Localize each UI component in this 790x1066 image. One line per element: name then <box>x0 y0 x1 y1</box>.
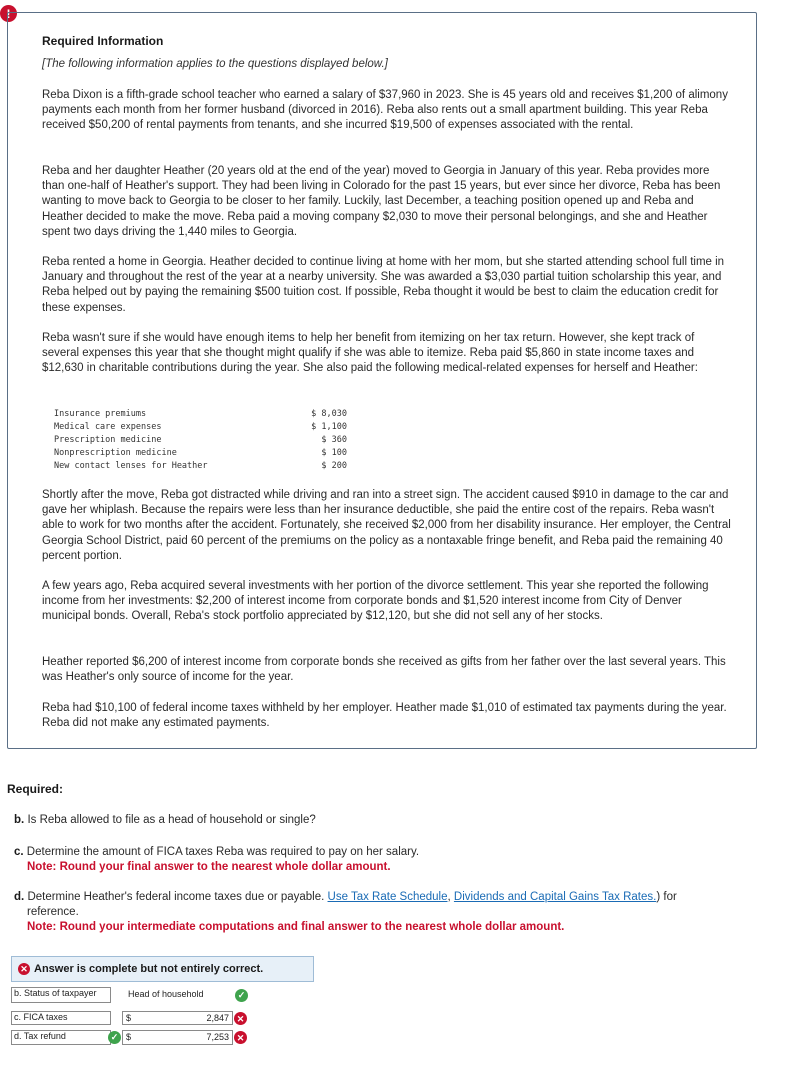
currency-symbol: $ <box>126 1013 132 1023</box>
tax-rate-schedule-link[interactable]: Use Tax Rate Schedule <box>327 891 448 903</box>
expense-amount: $ 1,100 <box>311 422 347 432</box>
paragraph-4: Reba wasn't sure if she would have enough items to help her benefit from itemizing on her tax return. However, she kept track of several expenses this year that she thought might qualify if she was able to itemize. Reba paid $5,860 in state income taxes and $12,630 in charitable contributions during the year. She also paid the following medical-related expenses for herself and Heather: <box>42 332 698 375</box>
expense-label: Nonprescription medicine <box>54 448 177 458</box>
expense-amount: $ 8,030 <box>311 409 347 419</box>
required-heading: Required: <box>7 782 64 796</box>
question-note: Note: Round your intermediate computations and final answer to the nearest whole dollar amount. <box>27 921 565 933</box>
info-intro: [The following information applies to the questions displayed below.] <box>42 58 388 70</box>
x-circle-icon: ✕ <box>234 1012 247 1025</box>
expense-label: Medical care expenses <box>54 422 162 432</box>
tax-refund-value: 7,253 <box>206 1032 229 1042</box>
x-circle-icon: ✕ <box>18 963 30 975</box>
answer-status-banner <box>11 956 314 982</box>
expense-label: Insurance premiums <box>54 409 147 419</box>
info-title: Required Information <box>42 34 164 48</box>
paragraph-5: Shortly after the move, Reba got distracted while driving and ran into a street sign. The accident caused $910 in damage to the car and gave her whiplash. Because the repairs were less than her insurance deductible, she paid the entire cost of the repairs. Reba wasn't able to work for two months after the accident. Fortunately, she received $2,000 from her disability insurance. Her employer, the Central Georgia School District, paid 60 percent of the premiums on the policy as a nontaxable fringe benefit, and Reba paid the remaining 40 percent portion. <box>42 489 731 562</box>
question-text: Determine the amount of FICA taxes Reba was required to pay on her salary. <box>26 846 420 858</box>
question-text-tail: for <box>660 891 677 903</box>
filing-status-select[interactable]: Head of household <box>122 987 234 1003</box>
tax-refund-input[interactable] <box>122 1030 233 1045</box>
question-text-reference: reference. <box>27 906 79 918</box>
question-letter: d. <box>14 891 25 903</box>
question-text: Determine Heather's federal income taxes due or payable. <box>27 891 325 903</box>
question-note: Note: Round your final answer to the nearest whole dollar amount. <box>27 861 391 873</box>
link-close-paren: ) <box>656 891 661 903</box>
fica-taxes-input[interactable] <box>122 1011 233 1025</box>
check-circle-icon: ✓ <box>108 1031 121 1044</box>
expense-amount: $ 360 <box>321 435 347 445</box>
answer-status-text: Answer is complete but not entirely correct. <box>34 963 264 975</box>
table-row <box>54 421 347 434</box>
paragraph-7: Heather reported $6,200 of interest income from corporate bonds she received as gifts from her father over the last several years. This was Heather's only source of income for the year. <box>42 656 726 684</box>
check-circle-icon: ✓ <box>235 989 248 1002</box>
expense-amount: $ 200 <box>321 461 347 471</box>
question-d <box>14 890 754 935</box>
answer-row-label: d. Tax refund <box>11 1030 111 1045</box>
dividends-capital-gains-link[interactable]: Dividends and Capital Gains Tax Rates. <box>453 891 657 903</box>
paragraph-3: Reba rented a home in Georgia. Heather decided to continue living at home with her mom, but she started attending school full time in January and throughout the rest of the year at a nearby university. She was awarded a $3,030 partial tuition scholarship this year, and Reba helped out by paying the remaining $500 tuition cost. If possible, Reba thought it would be best to claim the education credit for these expenses. <box>42 256 725 314</box>
x-circle-icon: ✕ <box>234 1031 247 1044</box>
link-separator: , <box>447 891 451 903</box>
expense-label: Prescription medicine <box>54 435 162 445</box>
question-letter: c. <box>14 846 24 858</box>
question-c <box>14 845 754 875</box>
answer-row-label: c. FICA taxes <box>11 1011 111 1025</box>
currency-symbol: $ <box>126 1032 132 1042</box>
paragraph-2: Reba and her daughter Heather (20 years old at the end of the year) moved to Georgia in January of this year. Reba provides more than one-half of Heather's support. They had been living in Colorado for the past 15 years, but ever since her divorce, Reba has been wanting to move back to Georgia to be closer to her family. Luckily, last December, a teaching position opened up and Reba and Heather decided to make the move. Reba paid a moving company $2,030 to move their personal belongings, and she and Heather spent two days driving the 1,440 miles to Georgia. <box>42 165 721 238</box>
alert-icon: ! <box>0 5 17 22</box>
expense-label: New contact lenses for Heather <box>54 461 208 471</box>
paragraph-1: Reba Dixon is a fifth-grade school teacher who earned a salary of $37,960 in 2023. She is 45 years old and receives $1,200 of alimony payments each month from her former husband (divorced in 2016). Reba also rents out a small apartment building. This year Reba received $50,200 of rental payments from tenants, and she incurred $19,500 of expenses associated with the rental. <box>42 89 728 132</box>
table-row <box>54 460 347 473</box>
table-row <box>54 408 347 421</box>
fica-taxes-value: 2,847 <box>206 1013 229 1023</box>
paragraph-8: Reba had $10,100 of federal income taxes withheld by her employer. Heather made $1,010 of estimated tax payments during the year. Reba did not make any estimated payments. <box>42 702 727 730</box>
required-information-box <box>7 12 757 749</box>
table-row <box>54 447 347 460</box>
medical-expenses-table <box>54 408 347 473</box>
expense-amount: $ 100 <box>321 448 347 458</box>
paragraph-6: A few years ago, Reba acquired several investments with her portion of the divorce settlement. This year she reported the following income from her investments: $2,200 of interest income from corporate bonds and $1,520 interest income from City of Denver municipal bonds. Overall, Reba's stock portfolio appreciated by $12,120, but she did not sell any of her stocks. <box>42 580 709 623</box>
table-row <box>54 434 347 447</box>
question-text: Is Reba allowed to file as a head of household or single? <box>27 814 316 826</box>
question-b <box>14 813 754 828</box>
answer-row-label: b. Status of taxpayer <box>11 987 111 1003</box>
question-letter: b. <box>14 814 25 826</box>
